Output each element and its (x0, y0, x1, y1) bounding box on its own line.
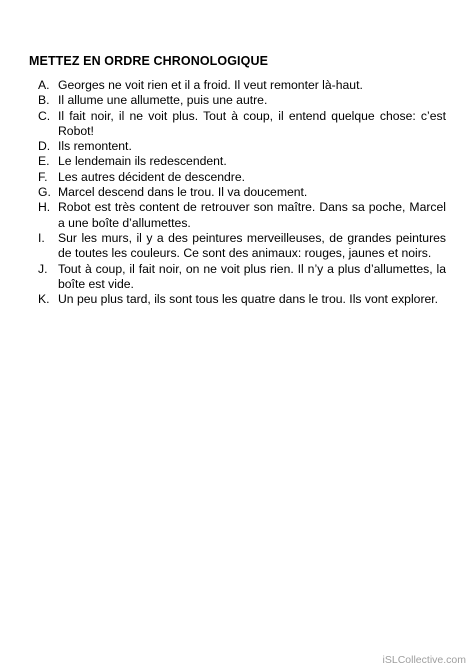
item-letter: K. (38, 292, 50, 307)
item-letter: F. (38, 169, 48, 184)
ordered-sentence-list (38, 78, 446, 307)
item-letter: C. (38, 108, 51, 123)
list-item (38, 154, 446, 169)
list-item (38, 109, 446, 140)
item-text: Le lendemain ils redescendent. (58, 154, 227, 169)
list-item (38, 231, 446, 262)
list-item (38, 139, 446, 154)
list-item (38, 170, 446, 185)
item-text: Un peu plus tard, ils sont tous les quatre dans le trou. Ils vont explorer. (58, 292, 439, 307)
item-text: Tout à coup, il fait noir, on ne voit plus rien. Il n’y a plus d’allumettes, la boîte est vide. (58, 261, 446, 291)
item-letter: A. (38, 78, 50, 92)
list-item (38, 78, 446, 93)
watermark: iSLCollective.com (382, 654, 466, 666)
item-text: Robot est très content de retrouver son maître. Dans sa poche, Marcel a une boîte d’allumettes. (58, 200, 446, 230)
item-text: Sur les murs, il y a des peintures merveilleuses, de grandes peintures de toutes les couleurs. Ce sont des animaux: rouges, jaunes et noirs. (58, 230, 446, 261)
item-letter: E. (38, 154, 50, 169)
item-text: Il allume une allumette, puis une autre. (58, 93, 268, 108)
list-item (38, 93, 446, 108)
item-letter: B. (38, 93, 50, 108)
item-text: Les autres décident de descendre. (58, 169, 246, 184)
list-item (38, 262, 446, 293)
list-item (38, 200, 446, 231)
list-item (38, 185, 446, 200)
item-letter: H. (38, 200, 51, 215)
item-text: Marcel descend dans le trou. Il va doucement. (58, 185, 308, 200)
item-text: Il fait noir, il ne voit plus. Tout à coup, il entend quelque chose: c’est Robot! (58, 108, 446, 138)
item-letter: G. (38, 185, 51, 200)
item-letter: J. (38, 261, 48, 276)
list-item (38, 292, 446, 307)
item-text: Ils remontent. (58, 139, 132, 154)
page-title: METTEZ EN ORDRE CHRONOLOGIQUE (29, 54, 269, 68)
item-letter: I. (38, 230, 45, 245)
item-text: Georges ne voit rien et il a froid. Il veut remonter là-haut. (58, 78, 363, 92)
item-letter: D. (38, 139, 51, 154)
